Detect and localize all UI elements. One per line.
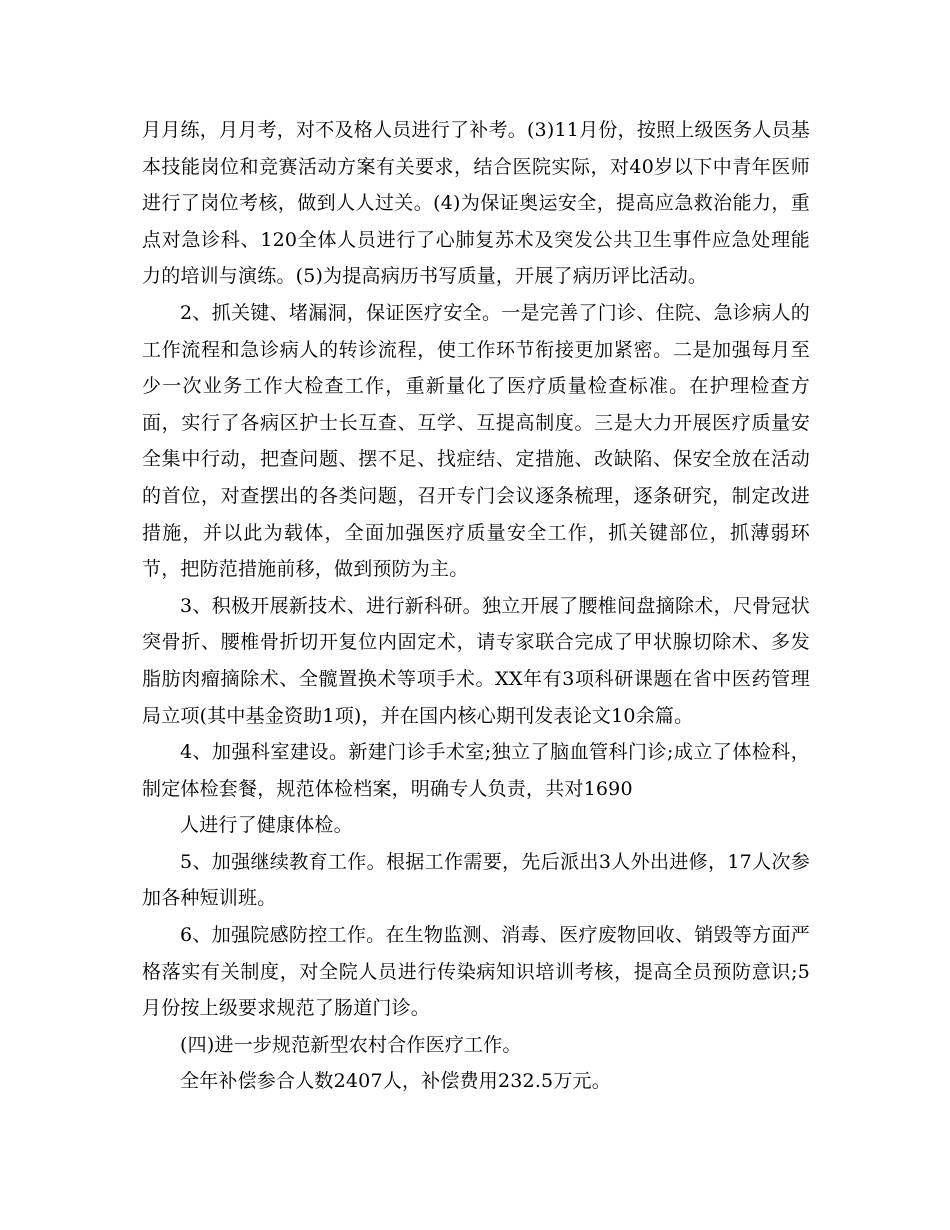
paragraph-item-4: 4、加强科室建设。新建门诊手术室;独立了脑血管科门诊;成立了体检科，制定体检套餐，规范体检档案，明确专人负责，共对1690 bbox=[142, 741, 810, 800]
paragraph-item-2: 2、抓关键、堵漏洞，保证医疗安全。一是完善了门诊、住院、急诊病人的工作流程和急诊病人的转诊流程，使工作环节衔接更加紧密。二是加强每月至少一次业务工作大检查工作，重新量化了医疗质量检查标准。在护理检查方面，实行了各病区护士长互查、互学、互提高制度。三是大力开展医疗质量安全集中行动，把查问题、摆不足、找症结、定措施、改缺陷、保安全放在活动的首位，对查摆出的各类问题，召开专门会议逐条梳理，逐条研究，制定改进措施，并以此为载体，全面加强医疗质量安全工作，抓关键部位，抓薄弱环节，把防范措施前移，做到预防为主。 bbox=[142, 301, 810, 581]
paragraph-item-4-tail: 人进行了健康体检。 bbox=[180, 814, 353, 837]
paragraph-continuation: 月月练，月月考，对不及格人员进行了补考。(3)11月份，按照上级医务人员基本技能岗位和竞赛活动方案有关要求，结合医院实际，对40岁以下中青年医师进行了岗位考核，做到人人过关。(4)为保证奥运安全，提高应急救治能力，重点对急诊科、120全体人员进行了心肺复苏术及突发公共卫生事件应急处理能力的培训与演练。(5)为提高病历书写质量，开展了病历评比活动。 bbox=[142, 119, 810, 288]
document-page bbox=[142, 112, 810, 1100]
paragraph-item-5: 5、加强继续教育工作。根据工作需要，先后派出3人外出进修，17人次参加各种短训班。 bbox=[142, 850, 810, 910]
paragraph-item-6: 6、加强院感防控工作。在生物监测、消毒、医疗废物回收、销毁等方面严格落实有关制度，对全院人员进行传染病知识培训考核，提高全员预防意识;5月份按上级要求规范了肠道门诊。 bbox=[142, 924, 810, 1020]
paragraph-summary: 全年补偿参合人数2407人，补偿费用232.5万元。 bbox=[180, 1070, 611, 1093]
paragraph-item-3: 3、积极开展新技术、进行新科研。独立开展了腰椎间盘摘除术，尺骨冠状突骨折、腰椎骨折切开复位内固定术，请专家联合完成了甲状腺切除术、多发脂肪肉瘤摘除术、全髋置换术等项手术。XX年有3项科研课题在省中医药管理局立项(其中基金资助1项)，并在国内核心期刊发表论文10余篇。 bbox=[142, 594, 810, 727]
paragraph-section-4: (四)进一步规范新型农村合作医疗工作。 bbox=[180, 1033, 522, 1056]
